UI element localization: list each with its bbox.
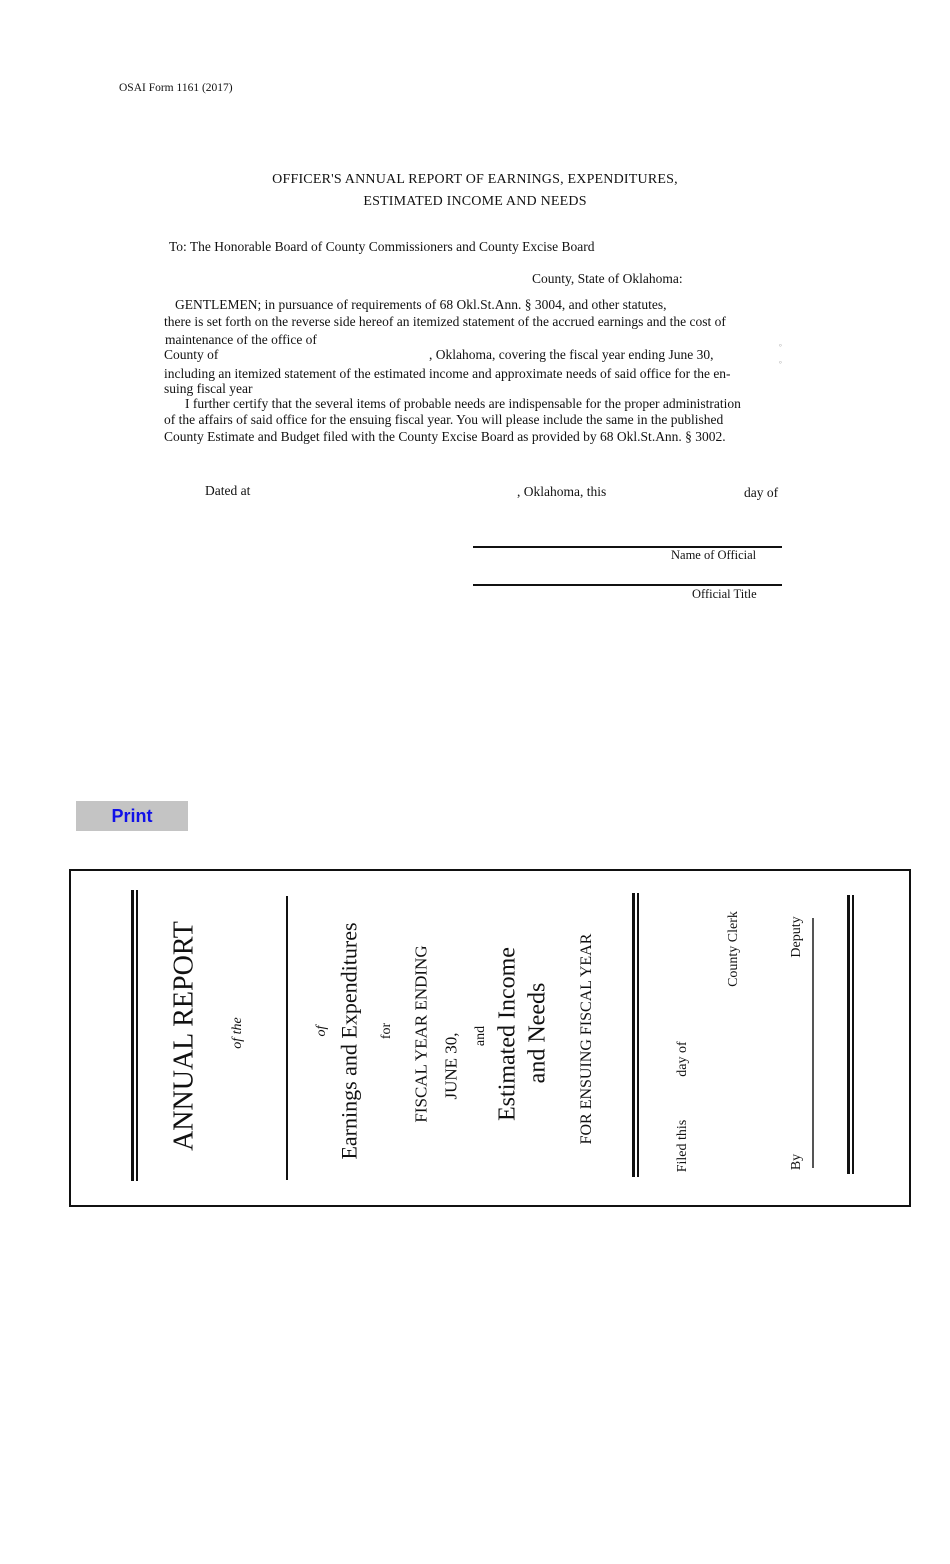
day-of-filed-label: day of: [675, 1041, 691, 1077]
dated-at-label: Dated at: [205, 483, 251, 498]
field-marker: °: [779, 360, 782, 368]
of-the-label: of the: [230, 1017, 246, 1049]
earnings-expenditures-heading: Earnings and Expenditures: [336, 922, 362, 1160]
filed-this-label: Filed this: [675, 1119, 691, 1173]
double-rule-right: [852, 895, 854, 1174]
double-rule-middle: [632, 893, 635, 1177]
official-title-label: Official Title: [692, 587, 757, 601]
divider-rule: [286, 896, 288, 1180]
county-state-label: County, State of Oklahoma:: [532, 271, 683, 286]
body-line-6: suing fiscal year: [164, 381, 253, 396]
page-title-line1: OFFICER'S ANNUAL REPORT OF EARNINGS, EXPENDITURES,: [272, 172, 678, 187]
to-line: To: The Honorable Board of County Commissioners and County Excise Board: [169, 239, 595, 254]
of-label: of: [314, 1025, 330, 1037]
day-of-label: day of: [744, 485, 779, 500]
county-of-label: County of: [164, 347, 219, 362]
deputy-label: Deputy: [789, 916, 805, 958]
for-label: for: [379, 1022, 395, 1040]
fiscal-year-ending-line2: JUNE 30,: [441, 1032, 461, 1100]
double-rule-left: [131, 890, 134, 1181]
certify-line-3: County Estimate and Budget filed with the County Excise Board as provided by 68 Okl.St.Ann. § 3002.: [164, 429, 726, 444]
title-line: [473, 584, 782, 586]
covering-fiscal-year: , Oklahoma, covering the fiscal year ending June 30,: [429, 347, 714, 362]
by-label: By: [789, 1153, 805, 1171]
print-button[interactable]: Print: [76, 801, 188, 831]
ensuing-fiscal-year: FOR ENSUING FISCAL YEAR: [578, 933, 596, 1145]
signature-rule: [812, 918, 814, 1168]
double-rule-left: [136, 890, 138, 1181]
certify-line-1: I further certify that the several items of probable needs are indispensable for the proper administration: [185, 396, 741, 411]
body-line-5: including an itemized statement of the estimated income and approximate needs of said office for the en-: [164, 366, 731, 381]
annual-report-heading: ANNUAL REPORT: [168, 921, 200, 1151]
oklahoma-this-label: , Oklahoma, this: [517, 484, 607, 499]
and-label: and: [473, 1025, 489, 1047]
certify-line-2: of the affairs of said office for the ensuing fiscal year. You will please include the same in the published: [164, 412, 724, 427]
form-number: OSAI Form 1161 (2017): [119, 82, 233, 94]
double-rule-right: [847, 895, 850, 1174]
estimated-income-line1: Estimated Income: [494, 947, 521, 1121]
county-clerk-label: County Clerk: [726, 911, 742, 987]
office-of-label: maintenance of the office of: [165, 332, 317, 347]
field-marker: °: [779, 343, 782, 351]
name-of-official-label: Name of Official: [671, 548, 757, 562]
page-title-line2: ESTIMATED INCOME AND NEEDS: [363, 194, 587, 209]
double-rule-middle: [637, 893, 639, 1177]
fiscal-year-ending-line1: FISCAL YEAR ENDING: [411, 945, 431, 1123]
body-line-2: there is set forth on the reverse side hereof an itemized statement of the accrued earnings and the cost of: [164, 314, 726, 329]
gentlemen-paragraph: GENTLEMEN; in pursuance of requirements of 68 Okl.St.Ann. § 3004, and other statutes,: [175, 297, 667, 312]
estimated-income-line2: and Needs: [524, 982, 551, 1084]
